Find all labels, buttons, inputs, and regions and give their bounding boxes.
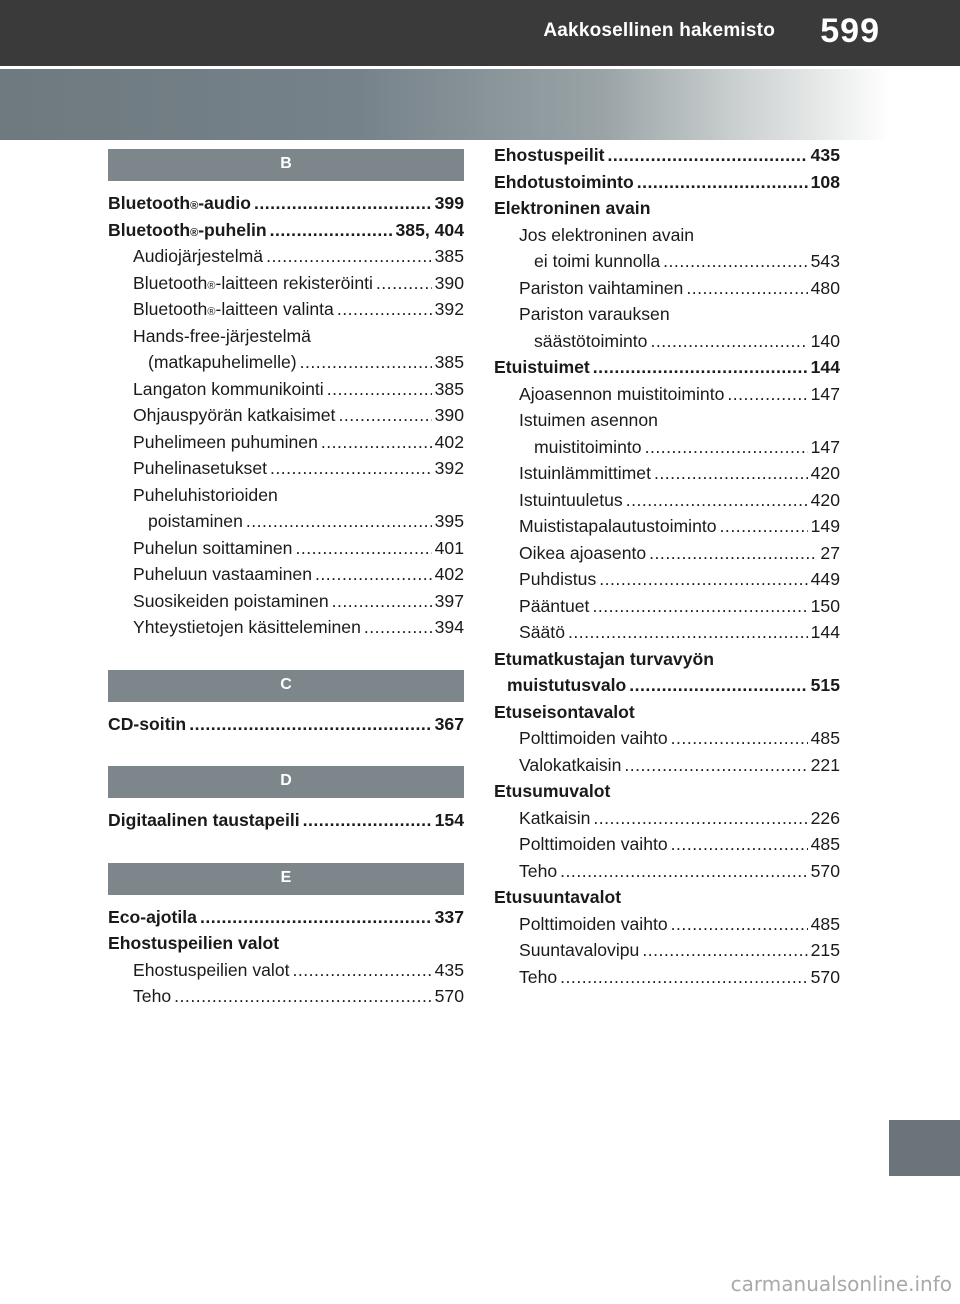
index-subentry: Pääntuet ..... 150 xyxy=(494,596,840,623)
index-entry: Etumatkustajan turvavyön xyxy=(494,648,714,669)
section-c xyxy=(108,670,464,741)
index-subentry: (matkapuhelimelle) ..... 385 xyxy=(108,352,464,379)
index-subentry: Pariston varauksen xyxy=(519,304,670,324)
index-entry: CD-soitin ..... 367 xyxy=(108,714,464,741)
index-subentry: Hands-free-järjestelmä xyxy=(133,325,311,346)
index-subentry: Ehostuspeilien valot ..... 435 xyxy=(108,960,464,987)
index-column-left xyxy=(108,145,464,1039)
index-subentry: Teho ..... 570 xyxy=(108,986,464,1013)
index-subentry: Yhteystietojen käsitteleminen ..... 394 xyxy=(108,617,464,644)
index-entry: Ehdotustoiminto ..... 108 xyxy=(494,172,840,199)
index-entry: Etuistuimet ..... 144 xyxy=(494,357,840,384)
index-entry: Elektroninen avain xyxy=(494,198,651,218)
page-number: 599 xyxy=(820,12,880,50)
index-entry: Bluetooth ® -audio ..... 399 xyxy=(108,193,464,220)
watermark: carmanualsonline.info xyxy=(730,1272,952,1296)
index-entry: Digitaalinen taustapeili ..... 154 xyxy=(108,810,464,837)
index-subentry: Audiojärjestelmä ..... 385 xyxy=(108,246,464,273)
index-subentry: Puheluhistorioiden xyxy=(133,484,278,505)
page-title: Aakkosellinen hakemisto xyxy=(543,20,775,41)
index-subentry: Puhelun soittaminen ..... 401 xyxy=(108,538,464,565)
index-subentry: poistaminen ..... 395 xyxy=(108,511,464,538)
index-entry: Etusuuntavalot xyxy=(494,887,622,907)
index-subentry: Puhelimeen puhuminen ..... 402 xyxy=(108,432,464,459)
index-subentry: Bluetooth ® -laitteen valinta ..... 392 xyxy=(108,299,464,326)
index-subentry: Istuimen asennon xyxy=(519,410,658,430)
index-subentry: Pariston vaihtaminen ..... 480 xyxy=(494,278,840,305)
header-bar xyxy=(0,0,960,66)
header-banner xyxy=(0,69,890,140)
index-entry: Ehostuspeilien valot xyxy=(108,933,280,953)
index-subentry: Ohjauspyörän katkaisimet ..... 390 xyxy=(108,405,464,432)
index-subentry: Teho ..... 570 xyxy=(494,967,840,994)
index-subentry: Istuintuuletus ..... 420 xyxy=(494,490,840,517)
index-subentry: Polttimoiden vaihto ..... 485 xyxy=(494,914,840,941)
index-subentry: Jos elektroninen avain xyxy=(519,224,695,245)
index-subentry: Suuntavalovipu ..... 215 xyxy=(494,940,840,967)
index-entry: Ehostuspeilit ..... 435 xyxy=(494,145,840,172)
section-header-d: D xyxy=(108,766,464,798)
chapter-side-tab xyxy=(889,1120,960,1176)
index-subentry: Polttimoiden vaihto ..... 485 xyxy=(494,834,840,861)
index-subentry: säästötoiminto ..... 140 xyxy=(494,331,840,358)
index-subentry: muistitoiminto ..... 147 xyxy=(494,437,840,464)
section-header-c: C xyxy=(108,670,464,702)
index-entry: muistutusvalo ..... 515 xyxy=(494,675,840,702)
index-subentry: Bluetooth ® -laitteen rekisteröinti ..... 390 xyxy=(108,273,464,300)
index-subentry: Puhelinasetukset ..... 392 xyxy=(108,458,464,485)
index-subentry: Ajoasennon muistitoiminto ..... 147 xyxy=(494,384,840,411)
index-subentry: Säätö ..... 144 xyxy=(494,622,840,649)
section-header-b: B xyxy=(108,149,464,181)
section-header-e: E xyxy=(108,863,464,895)
index-entry: Etusumuvalot xyxy=(494,781,611,801)
section-b xyxy=(108,149,464,644)
index-subentry: Istuinlämmittimet ..... 420 xyxy=(494,463,840,490)
index-subentry: Muististapalautustoiminto ..... 149 xyxy=(494,516,840,543)
index-subentry: Oikea ajoasento ..... 27 xyxy=(494,543,840,570)
index-subentry: Valokatkaisin ..... 221 xyxy=(494,755,840,782)
index-entry: Bluetooth ® -puhelin ..... 385, 404 xyxy=(108,220,464,247)
index-subentry: Katkaisin ..... 226 xyxy=(494,808,840,835)
index-subentry: Suosikeiden poistaminen ..... 397 xyxy=(108,591,464,618)
index-subentry: Puhdistus ..... 449 xyxy=(494,569,840,596)
index-subentry: Teho ..... 570 xyxy=(494,861,840,888)
section-e xyxy=(108,863,464,1013)
index-subentry: Langaton kommunikointi ..... 385 xyxy=(108,379,464,406)
index-column-right xyxy=(494,145,840,993)
index-subentry: Polttimoiden vaihto ..... 485 xyxy=(494,728,840,755)
index-entry: Eco-ajotila ..... 337 xyxy=(108,907,464,934)
index-subentry: ei toimi kunnolla ..... 543 xyxy=(494,251,840,278)
index-entry: Etuseisontavalot xyxy=(494,701,635,722)
section-d xyxy=(108,766,464,837)
index-subentry: Puheluun vastaaminen ..... 402 xyxy=(108,564,464,591)
